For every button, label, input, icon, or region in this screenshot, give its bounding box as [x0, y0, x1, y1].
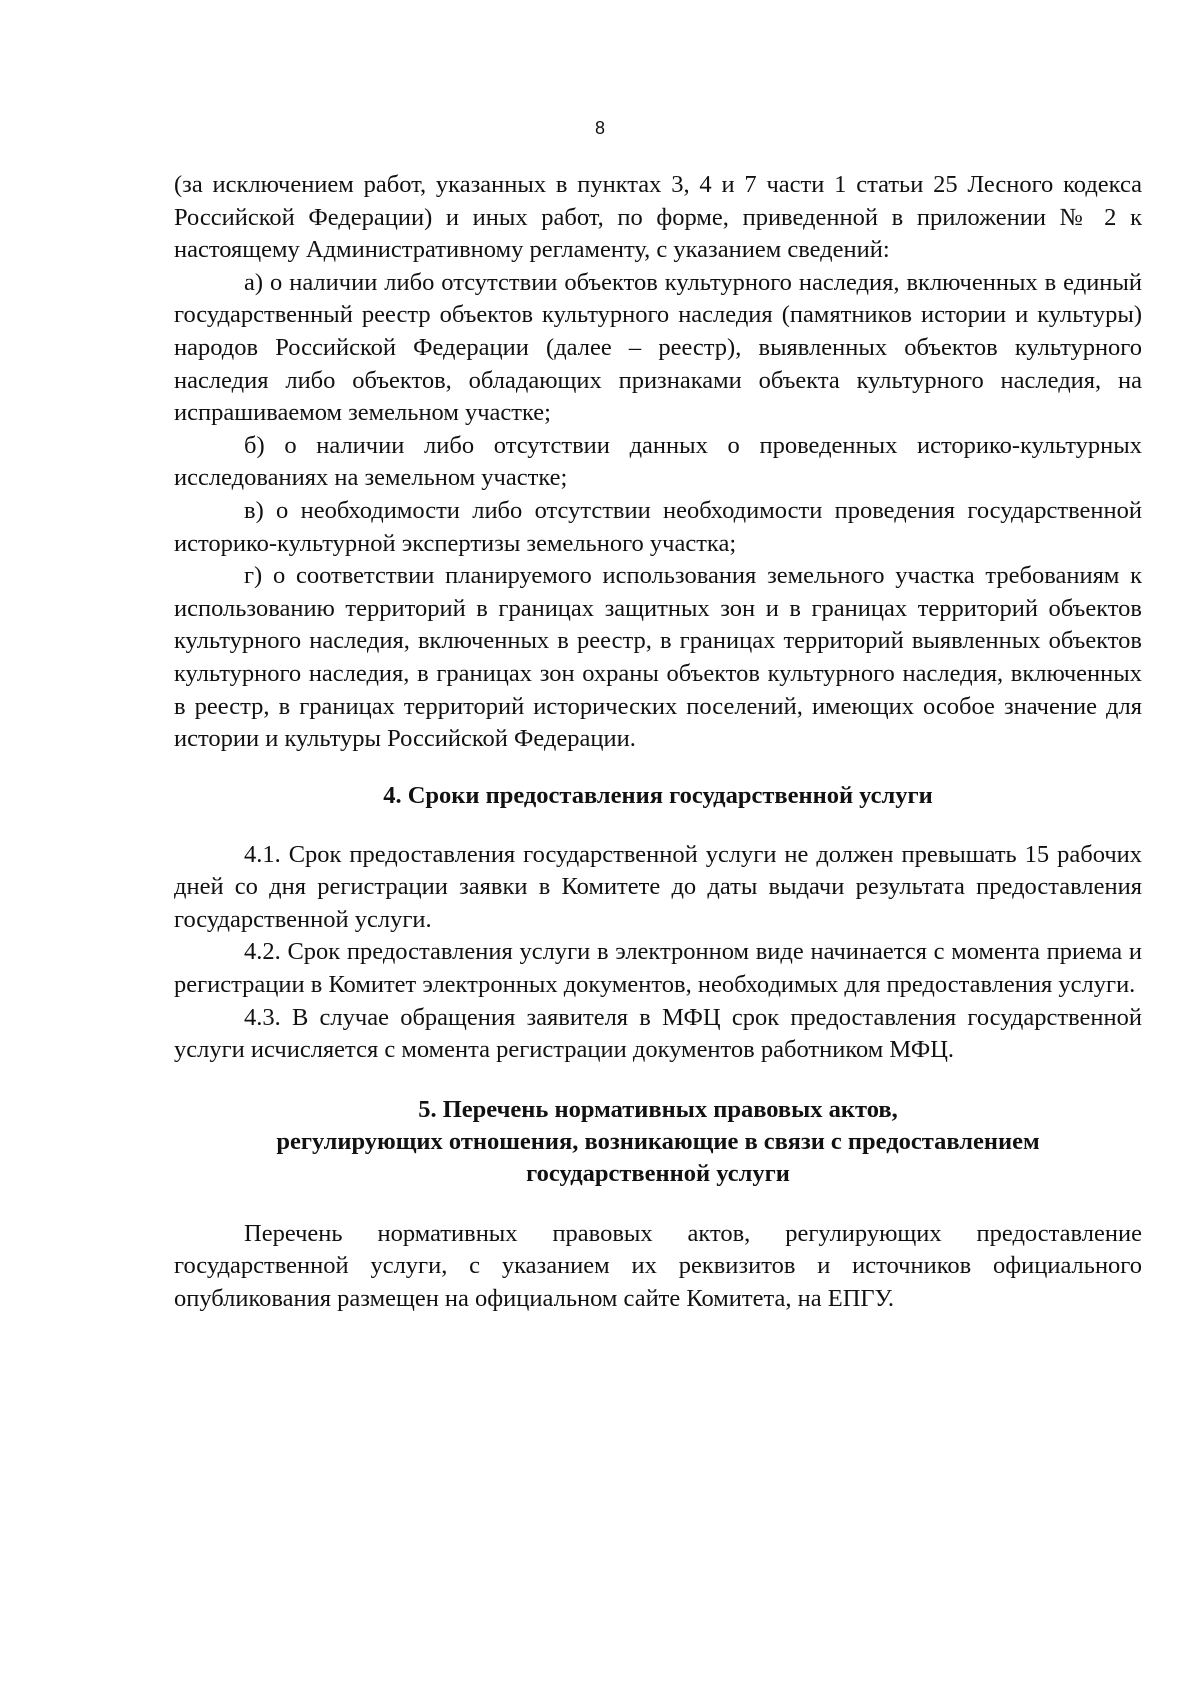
paragraph-4-2: 4.2. Срок предоставления услуги в электронном виде начинается с момента приема и регистрации в Комитет электронных документов, необходимых для предоставления услуги.	[174, 938, 1142, 999]
section-5-heading-line: 5. Перечень нормативных правовых актов,	[418, 1095, 898, 1123]
paragraph-item-v: в) о необходимости либо отсутствии необходимости проведения государственной историко-культурной экспертизы земельного участка;	[174, 496, 1142, 557]
document-body	[174, 169, 1142, 1316]
section-5-heading-line: регулирующих отношения, возникающие в связи с предоставлением	[276, 1127, 1040, 1155]
paragraph-item-g: г) о соответствии планируемого использования земельного участка требованиям к использованию территорий в границах защитных зон и в границах территорий объектов культурного наследия, включенных в реестр, в границах территорий выявленных объектов культурного наследия, в границах зон охраны объектов культурного наследия, включенных в реестр, в границах территорий исторических поселений, имеющих особое значение для истории и культуры Российской Федерации.	[174, 562, 1142, 753]
paragraph-4-1: 4.1. Срок предоставления государственной услуги не должен превышать 15 рабочих дней со дня регистрации заявки в Комитете до даты выдачи результата предоставления государственной услуги.	[174, 840, 1142, 933]
paragraph-5-list: Перечень нормативных правовых актов, регулирующих предоставление государственной услуги, с указанием их реквизитов и источников официального опубликования размещен на официальном сайте Комитета, на ЕПГУ.	[174, 1219, 1142, 1313]
section-5-heading-line: государственной услуги	[526, 1159, 790, 1187]
paragraph-intro-continuation: (за исключением работ, указанных в пунктах 3, 4 и 7 части 1 статьи 25 Лесного кодекса Российской Федерации) и иных работ, по форме, приведенной в приложении № 2 к настоящему Административному регламенту, с указанием сведений:	[174, 171, 1142, 264]
paragraph-4-3: 4.3. В случае обращения заявителя в МФЦ срок предоставления государственной услуги исчисляется с момента регистрации документов работником МФЦ.	[174, 1003, 1142, 1064]
section-4-heading: 4. Сроки предоставления государственной услуги	[383, 781, 933, 809]
page-number: 8	[594, 118, 605, 138]
paragraph-item-b: б) о наличии либо отсутствии данных о проведенных историко-культурных исследованиях на земельном участке;	[174, 431, 1142, 492]
paragraph-item-a: а) о наличии либо отсутствии объектов культурного наследия, включенных в единый государственный реестр объектов культурного наследия (памятников истории и культуры) народов Российской Федерации (далее – реестр), выявленных объектов культурного наследия либо объектов, обладающих признаками объекта культурного наследия, на испрашиваемом земельном участке;	[174, 268, 1142, 427]
section-5-heading	[174, 1094, 1142, 1190]
